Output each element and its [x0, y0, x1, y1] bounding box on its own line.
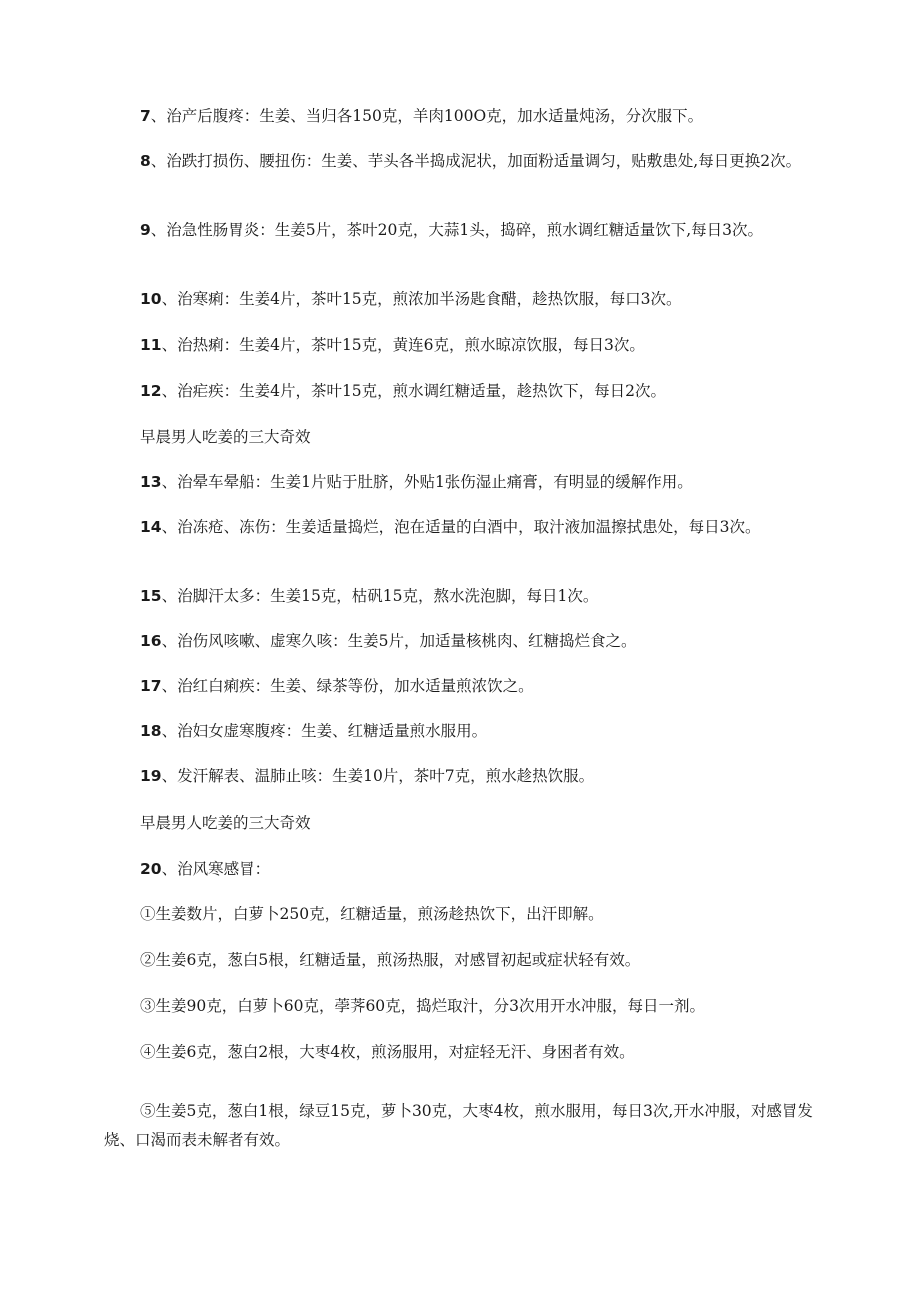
sub-item: ⑤生姜5克，葱白1根，绿豆15克，萝卜30克，大枣4枚，煎水服用，每日3次,开水冲服，对感冒发烧、口渴而表未解者有效。 [104, 1102, 813, 1149]
sub-item: ④生姜6克，葱白2根，大枣4枚，煎汤服用，对症轻无汗、身困者有效。 [140, 1043, 635, 1061]
list-item: 17、治红白痢疾：生姜、绿茶等份，加水适量煎浓饮之。 [140, 677, 534, 695]
sub-item: ①生姜数片，白萝卜250克，红糖适量，煎汤趁热饮下，出汗即解。 [140, 905, 604, 923]
list-item: 14、治冻疮、冻伤：生姜适量捣烂，泡在适量的白酒中，取汁液加温擦拭患处，每日3次。 [140, 518, 761, 536]
sub-item: ③生姜90克，白萝卜60克，荸荠60克，捣烂取汁，分3次用开水冲服，每日一剂。 [140, 997, 706, 1015]
list-item: 10、治寒痢：生姜4片，茶叶15克，煎浓加半汤匙食醋，趁热饮服，每口3次。 [140, 290, 682, 308]
sub-item: ②生姜6克，葱白5根，红糖适量，煎汤热服，对感冒初起或症状轻有效。 [140, 951, 641, 969]
list-item: 11、治热痢：生姜4片，茶叶15克，黄连6克，煎水晾凉饮服，每日3次。 [140, 336, 645, 354]
section-heading: 早晨男人吃姜的三大奇效 [140, 814, 311, 832]
list-item: 13、治晕车晕船：生姜1片贴于肚脐，外贴1张伤湿止痛膏，有明显的缓解作用。 [140, 473, 693, 491]
list-item: 12、治疟疾：生姜4片，茶叶15克，煎水调红糖适量，趁热饮下，每日2次。 [140, 382, 667, 400]
section-heading: 早晨男人吃姜的三大奇效 [140, 428, 311, 446]
list-item: 9、治急性肠胃炎：生姜5片，茶叶20克，大蒜1头，捣碎，煎水调红糖适量饮下,每日3次。 [140, 221, 764, 239]
list-item: 15、治脚汗太多：生姜15克，枯矾15克，熬水洗泡脚，每日1次。 [140, 587, 599, 605]
list-item: 16、治伤风咳嗽、虚寒久咳：生姜5片，加适量核桃肉、红糖捣烂食之。 [140, 632, 637, 650]
list-item: 20、治风寒感冒： [140, 860, 271, 878]
list-item: 8、治跌打损伤、腰扭伤：生姜、芋头各半捣成泥状，加面粉适量调匀，贴敷患处,每日更换2次。 [140, 152, 802, 170]
list-item: 7、治产后腹疼：生姜、当归各150克，羊肉100O克，加水适量炖汤，分次服下。 [140, 107, 704, 125]
list-item: 18、治妇女虚寒腹疼：生姜、红糖适量煎水服用。 [140, 722, 488, 740]
list-item: 19、发汗解表、温肺止咳：生姜10片，茶叶7克，煎水趁热饮服。 [140, 767, 595, 785]
